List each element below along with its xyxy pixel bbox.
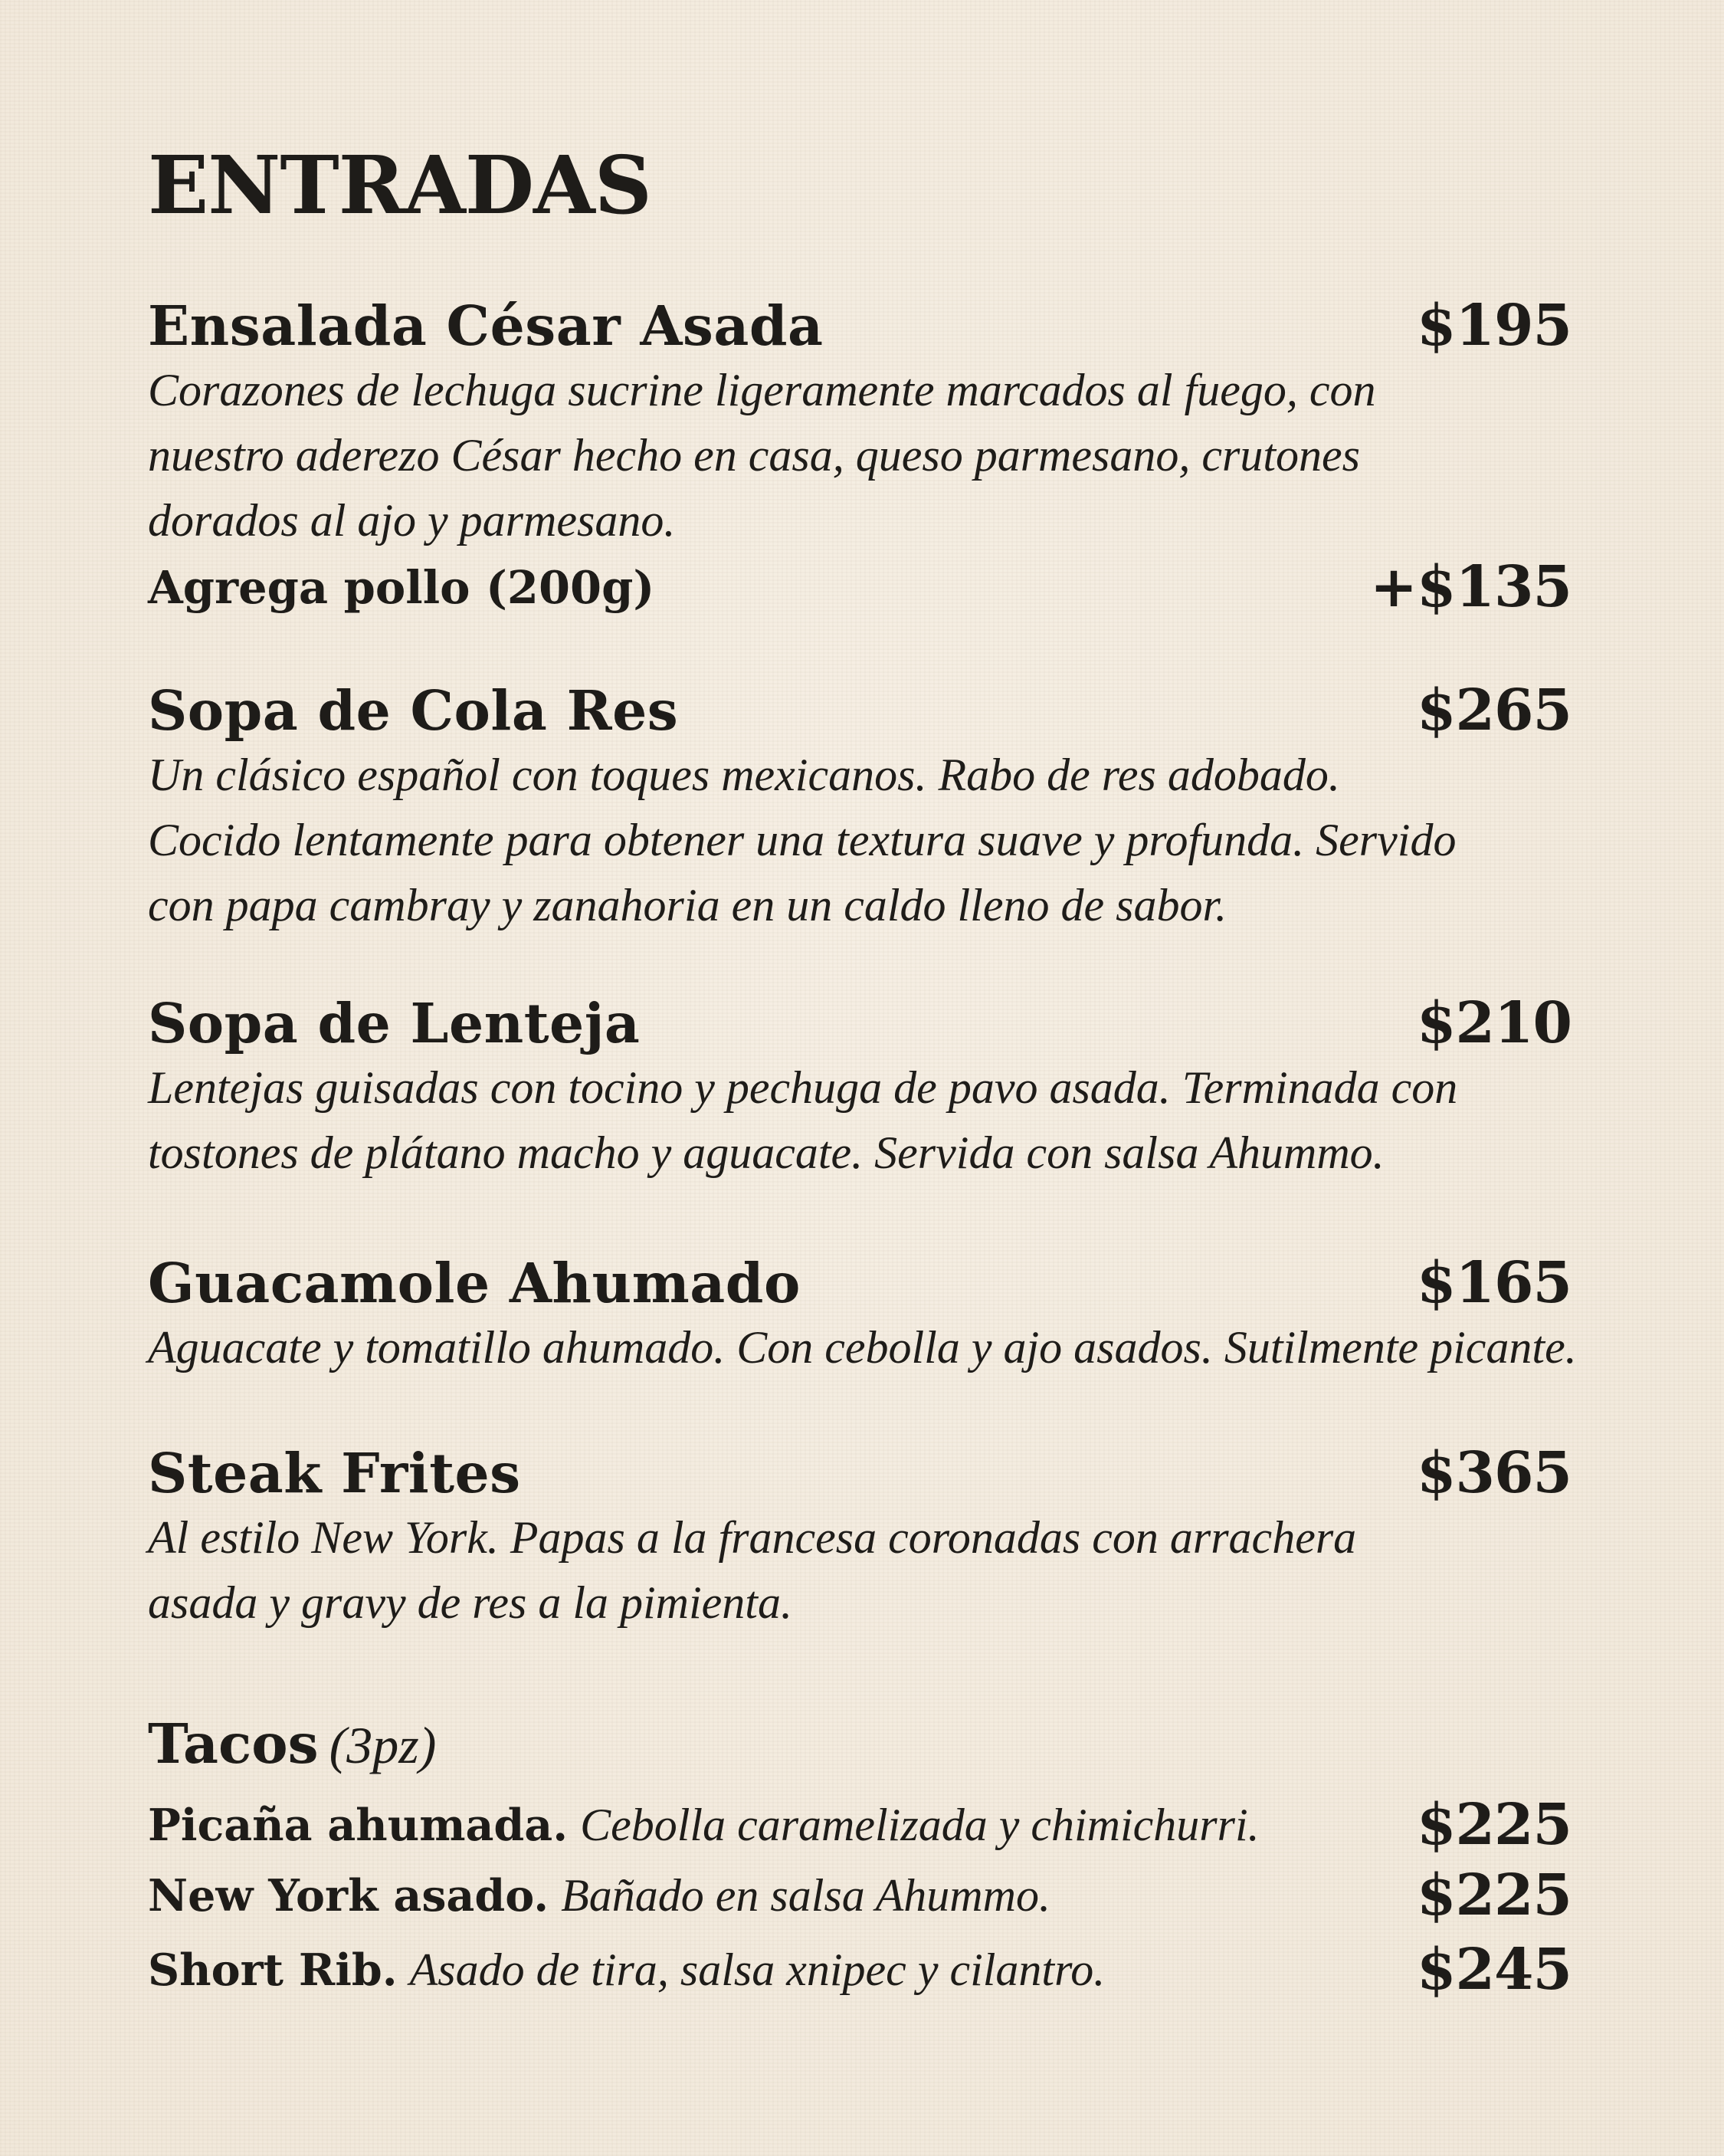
taco-item [148,1790,1572,1859]
taco-description: Bañado en salsa Ahummo. [561,1870,1050,1921]
menu-item-sopa-lenteja [148,990,1572,1186]
menu-item-price: $210 [1417,990,1572,1056]
addon-price: +$135 [1370,554,1572,620]
menu-item-header [148,990,1572,1056]
menu-item-description: Aguacate y tomatillo ahumado. Con cebolla y ajo asados. Sutilmente picante. [148,1322,1577,1373]
taco-description: Asado de tira, salsa xnipec y cilantro. [409,1944,1106,1995]
menu-item-name: Ensalada César Asada [148,294,824,358]
taco-item [148,1861,1572,1930]
tacos-title: Tacos [148,1711,319,1776]
menu-item-sopa-cola-res [148,680,1572,938]
taco-name: New York asado. [148,1870,549,1921]
menu-item-name: Steak Frites [148,1441,521,1505]
menu-item-header [148,293,1572,359]
tacos-header [148,1709,436,1778]
taco-name: Picaña ahumada. [148,1800,569,1851]
section-title: ENTRADAS [148,138,651,232]
menu-item-description: Lentejas guisadas con tocino y pechuga de pavo asada. Terminada con tostones de plátano macho y aguacate. Servida con salsa Ahummo. [148,1062,1458,1178]
menu-item-header [148,1252,1572,1314]
menu-item-price: $195 [1417,293,1572,359]
menu-item-price: $165 [1417,1250,1572,1316]
menu-item-description: Un clásico español con toques mexicanos. Rabo de res adobado. Cocido lentamente para obtener una textura suave y profunda. Servido con papa cambray y zanahoria en un caldo lleno de sabor. [148,750,1457,930]
menu-item-steak-frites [148,1442,1572,1636]
menu-item-price: $365 [1417,1440,1572,1506]
menu-item-name: Sopa de Cola Res [148,678,679,743]
menu-item-ensalada-cesar [148,295,1572,619]
menu-item-guacamole [148,1250,1577,1380]
menu-page [148,0,1577,2156]
tacos-quantity: (3pz) [329,1716,437,1774]
taco-description: Cebolla caramelizada y chimichurri. [580,1800,1260,1850]
menu-item-price: $265 [1417,678,1572,743]
menu-item-name: Guacamole Ahumado [148,1251,801,1315]
taco-name: Short Rib. [148,1944,398,1996]
menu-item-addon [148,553,1572,619]
taco-item [148,1935,1572,2004]
menu-item-description: Corazones de lechuga sucrine ligeramente marcados al fuego, con nuestro aderezo César hecho en casa, queso parmesano, crutones dorados al ajo y parmesano. [148,365,1376,546]
taco-price: $245 [1417,1937,1572,2003]
menu-item-name: Sopa de Lenteja [148,991,641,1055]
taco-price: $225 [1417,1862,1572,1928]
menu-item-header [148,1442,1572,1504]
menu-item-description: Al estilo New York. Papas a la francesa coronadas con arrachera asada y gravy de res a la pimienta. [148,1512,1357,1628]
menu-item-header [148,680,1572,741]
addon-label: Agrega pollo (200g) [148,561,655,614]
taco-price: $225 [1417,1792,1572,1858]
